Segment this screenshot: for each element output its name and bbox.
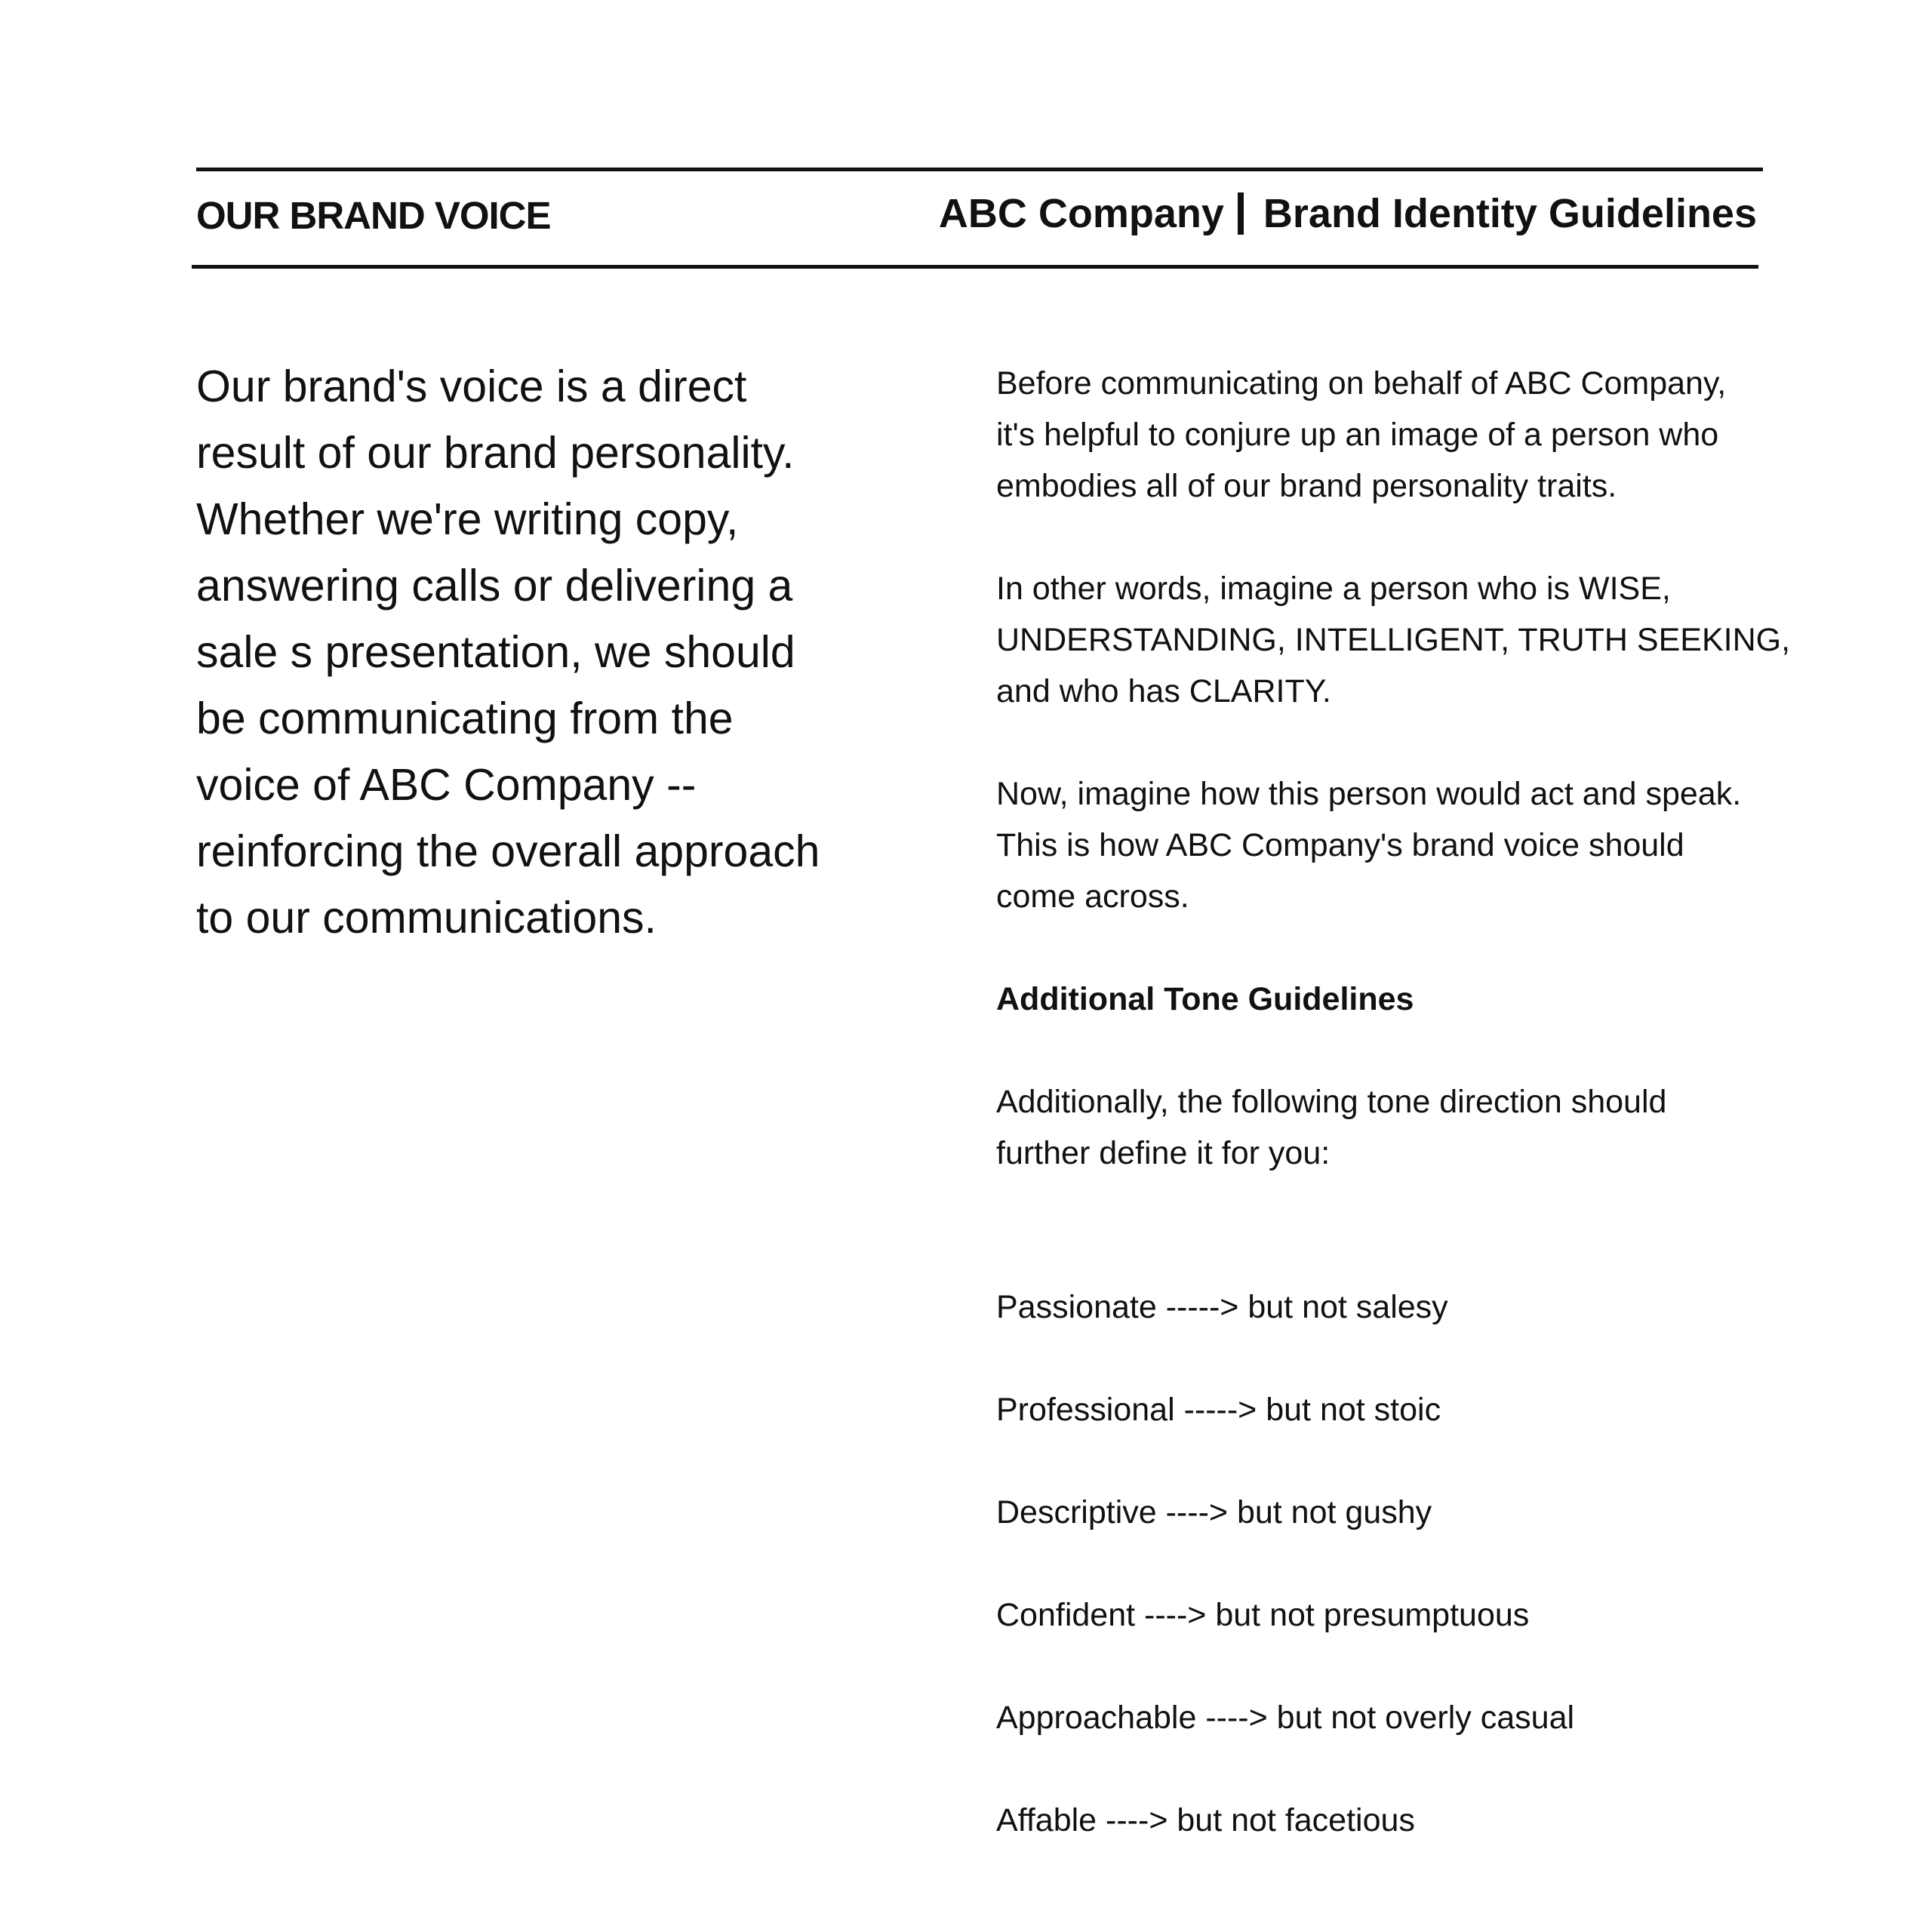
section-title: OUR BRAND VOICE: [196, 194, 551, 237]
body-paragraph-1: Before communicating on behalf of ABC Company, it's helpful to conjure up an image of a person who embodies all of our brand personality traits.: [996, 365, 1727, 504]
tone-item: Passionate -----> but not salesy: [996, 1289, 1448, 1325]
company-name: ABC Company: [938, 191, 1224, 236]
header-bottom-rule: [192, 265, 1758, 269]
intro-paragraph: Our brand's voice is a direct result of our brand personality. Whether we're writing copy, answering calls or delivering a sale s presentation, we should be communicating from the voice of ABC Company -- reinforcing the overall approach to our communications.: [196, 361, 820, 943]
tone-item: Descriptive ----> but not gushy: [996, 1494, 1432, 1531]
tone-guidelines-intro: Additionally, the following tone direction should further define it for you:: [996, 1084, 1667, 1171]
body-paragraph-2: In other words, imagine a person who is WISE, UNDERSTANDING, INTELLIGENT, TRUTH SEEKING, and who has CLARITY.: [996, 571, 1791, 709]
tone-guidelines-heading: Additional Tone Guidelines: [996, 981, 1414, 1017]
title-separator: [1238, 192, 1244, 235]
guidelines-title: Brand Identity Guidelines: [1263, 191, 1757, 236]
header-top-rule: [196, 168, 1763, 171]
tone-guidelines-list: [996, 1281, 1834, 1846]
tone-item: Confident ----> but not presumptuous: [996, 1597, 1530, 1633]
tone-item: Affable ----> but not facetious: [996, 1802, 1415, 1838]
tone-item: Professional -----> but not stoic: [996, 1392, 1441, 1428]
body-column: [996, 358, 1834, 1897]
tone-item: Approachable ----> but not overly casual: [996, 1700, 1575, 1736]
document-title: [939, 190, 1757, 237]
body-paragraph-3: Now, imagine how this person would act and speak. This is how ABC Company's brand voice should come across.: [996, 776, 1742, 915]
